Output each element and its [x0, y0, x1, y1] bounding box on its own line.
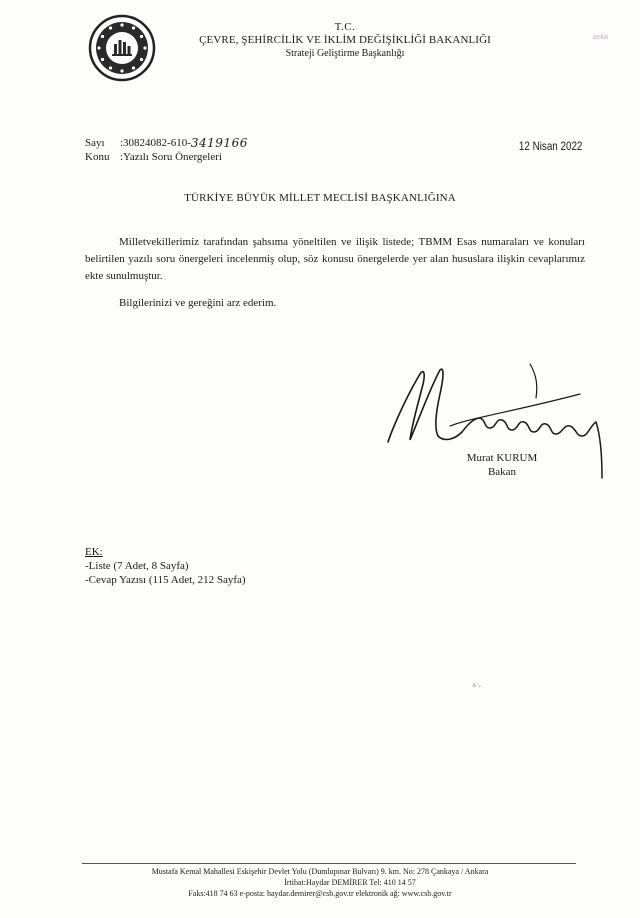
scan-speck: ᴧ·ᵥ — [472, 680, 482, 689]
konu-value: :Yazılı Soru Önergeleri — [120, 151, 222, 163]
watermark: anka — [592, 34, 608, 41]
letter-meta — [85, 136, 248, 164]
signer-name: Murat KURUM — [466, 452, 538, 464]
signer-title: Bakan — [487, 466, 517, 478]
footer-contact: İrtibat:Haydar DEMİRER Tel: 410 14 57 — [284, 878, 416, 887]
letter-body — [85, 234, 585, 285]
footer — [0, 866, 640, 899]
sayi-handwritten: 3419166 — [190, 136, 248, 150]
konu-label: Konu — [85, 151, 110, 163]
sayi-value: :30824082-610- — [120, 137, 191, 149]
letter-date: 12 Nisan 2022 — [518, 139, 582, 153]
department-name: Strateji Geliştirme Başkanlığı — [285, 48, 405, 59]
signer-block — [462, 451, 542, 479]
footer-divider — [82, 863, 576, 864]
attachments — [85, 545, 246, 587]
ministry-name: ÇEVRE, ŞEHİRCİLİK VE İKLİM DEĞİŞİKLİĞİ BAKANLIĞI — [199, 34, 491, 46]
sayi-label: Sayı — [85, 137, 105, 149]
footer-fax-email: Faks:418 74 63 e-posta: haydar.demirer@csb.gov.tr elektronik ağ: www.csb.gov.tr — [188, 889, 452, 898]
tc-heading: T.C. — [334, 21, 356, 33]
letterhead — [170, 21, 520, 59]
footer-address: Mustafa Kemal Mahallesi Eskişehir Devlet Yolu (Dumlupınar Bulvarı) 9. km. No: 278 Çankaya / Ankara — [151, 867, 489, 876]
body-paragraph: Milletvekillerimiz tarafından şahsıma yöneltilen ve ilişik listede; TBMM Esas numaraları ve konuları belirtilen yazılı soru önergeleri incelenmiş olup, söz konusu önergelerde yer alan hususlara ilişkin cevaplarımız ekte sunulmuştur. — [85, 236, 585, 282]
addressee: TÜRKİYE BÜYÜK MİLLET MECLİSİ BAŞKANLIĞINA — [184, 192, 456, 204]
attachments-label: EK: — [85, 546, 103, 558]
ministry-seal-icon — [88, 14, 156, 82]
attachment-item: -Cevap Yazısı (115 Adet, 212 Sayfa) — [85, 574, 246, 586]
attachment-item: -Liste (7 Adet, 8 Sayfa) — [85, 560, 189, 572]
closing-line: Bilgilerinizi ve gereğini arz ederim. — [119, 297, 277, 309]
